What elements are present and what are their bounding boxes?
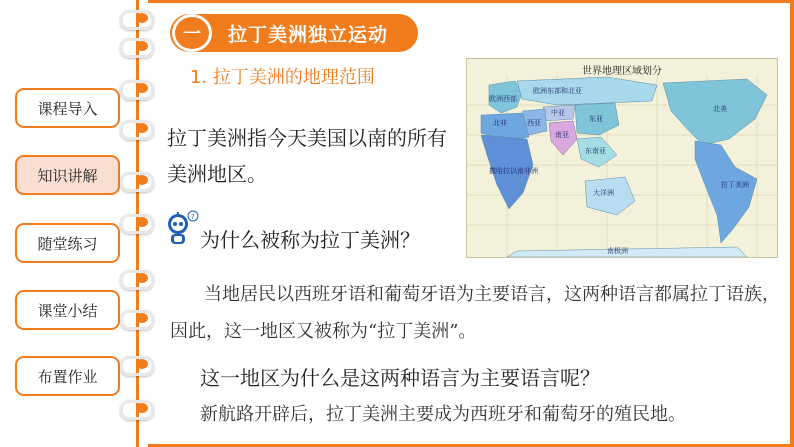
section-number: 一 <box>183 24 201 45</box>
binder-ring <box>120 356 150 372</box>
nav-knowledge-button[interactable]: 知识讲解 <box>15 155 120 195</box>
intro-paragraph: 拉丁美洲指今天美国以南的所有美洲地区。 <box>167 126 447 186</box>
subsection-title: 1. 拉丁美洲的地理范围 <box>190 67 375 88</box>
right-border <box>790 0 794 447</box>
world-region-map <box>466 58 778 258</box>
question-why-latin-america: 为什么被称为拉丁美洲？ <box>200 228 420 252</box>
section-title: 拉丁美洲独立运动 <box>228 24 389 46</box>
map-label-southeast-asia: 东南亚 <box>585 147 606 155</box>
robot-mascot-icon <box>160 210 202 250</box>
map-label-sub-saharan-africa: 撒哈拉以南非洲 <box>489 167 538 175</box>
map-label-antarctica: 南极洲 <box>607 247 628 255</box>
map-label-oceania: 大洋洲 <box>593 189 614 197</box>
nav-summary-button[interactable]: 课堂小结 <box>15 290 120 330</box>
nav-practice-button[interactable]: 随堂练习 <box>15 223 120 263</box>
binder-ring <box>120 120 150 136</box>
binder-ring <box>120 214 150 230</box>
binder-ring <box>120 400 150 416</box>
map-label-latin-america: 拉丁美洲 <box>721 181 749 189</box>
map-label-north-africa: 北非 <box>493 119 507 127</box>
top-border <box>148 0 794 3</box>
map-label-south-asia: 南亚 <box>555 131 569 139</box>
map-label-europe-west: 欧洲西部 <box>489 95 517 103</box>
svg-text:?: ? <box>191 213 195 221</box>
question-why-these-languages: 这一地区为什么是这两种语言为主要语言呢？ <box>200 366 600 390</box>
map-label-west-asia: 西亚 <box>527 119 541 127</box>
world-map-graphic <box>467 75 777 257</box>
map-label-europe-east: 欧洲东部和北亚 <box>533 87 582 95</box>
binder-ring <box>120 80 150 96</box>
map-title: 世界地理区域划分 <box>582 66 662 77</box>
binder-ring <box>120 10 150 26</box>
map-label-east-asia: 东亚 <box>589 115 603 123</box>
answer-latin-languages: 当地居民以西班牙语和葡萄牙语为主要语言，这两种语言都属拉丁语族，因此，这一地区又被称为“拉丁美洲”。 <box>170 284 780 342</box>
section-number-badge <box>172 14 212 52</box>
binder-ring <box>120 310 150 326</box>
binder-ring <box>120 172 150 188</box>
nav-course-intro-button[interactable]: 课程导入 <box>15 88 120 128</box>
answer-colonial-history: 新航路开辟后，拉丁美洲主要成为西班牙和葡萄牙的殖民地。 <box>200 404 686 425</box>
binder-ring <box>120 38 150 54</box>
map-label-north-america: 北美 <box>713 105 727 113</box>
map-label-central-asia: 中亚 <box>551 109 565 117</box>
nav-homework-button[interactable]: 布置作业 <box>15 356 120 396</box>
binder-ring <box>120 270 150 286</box>
